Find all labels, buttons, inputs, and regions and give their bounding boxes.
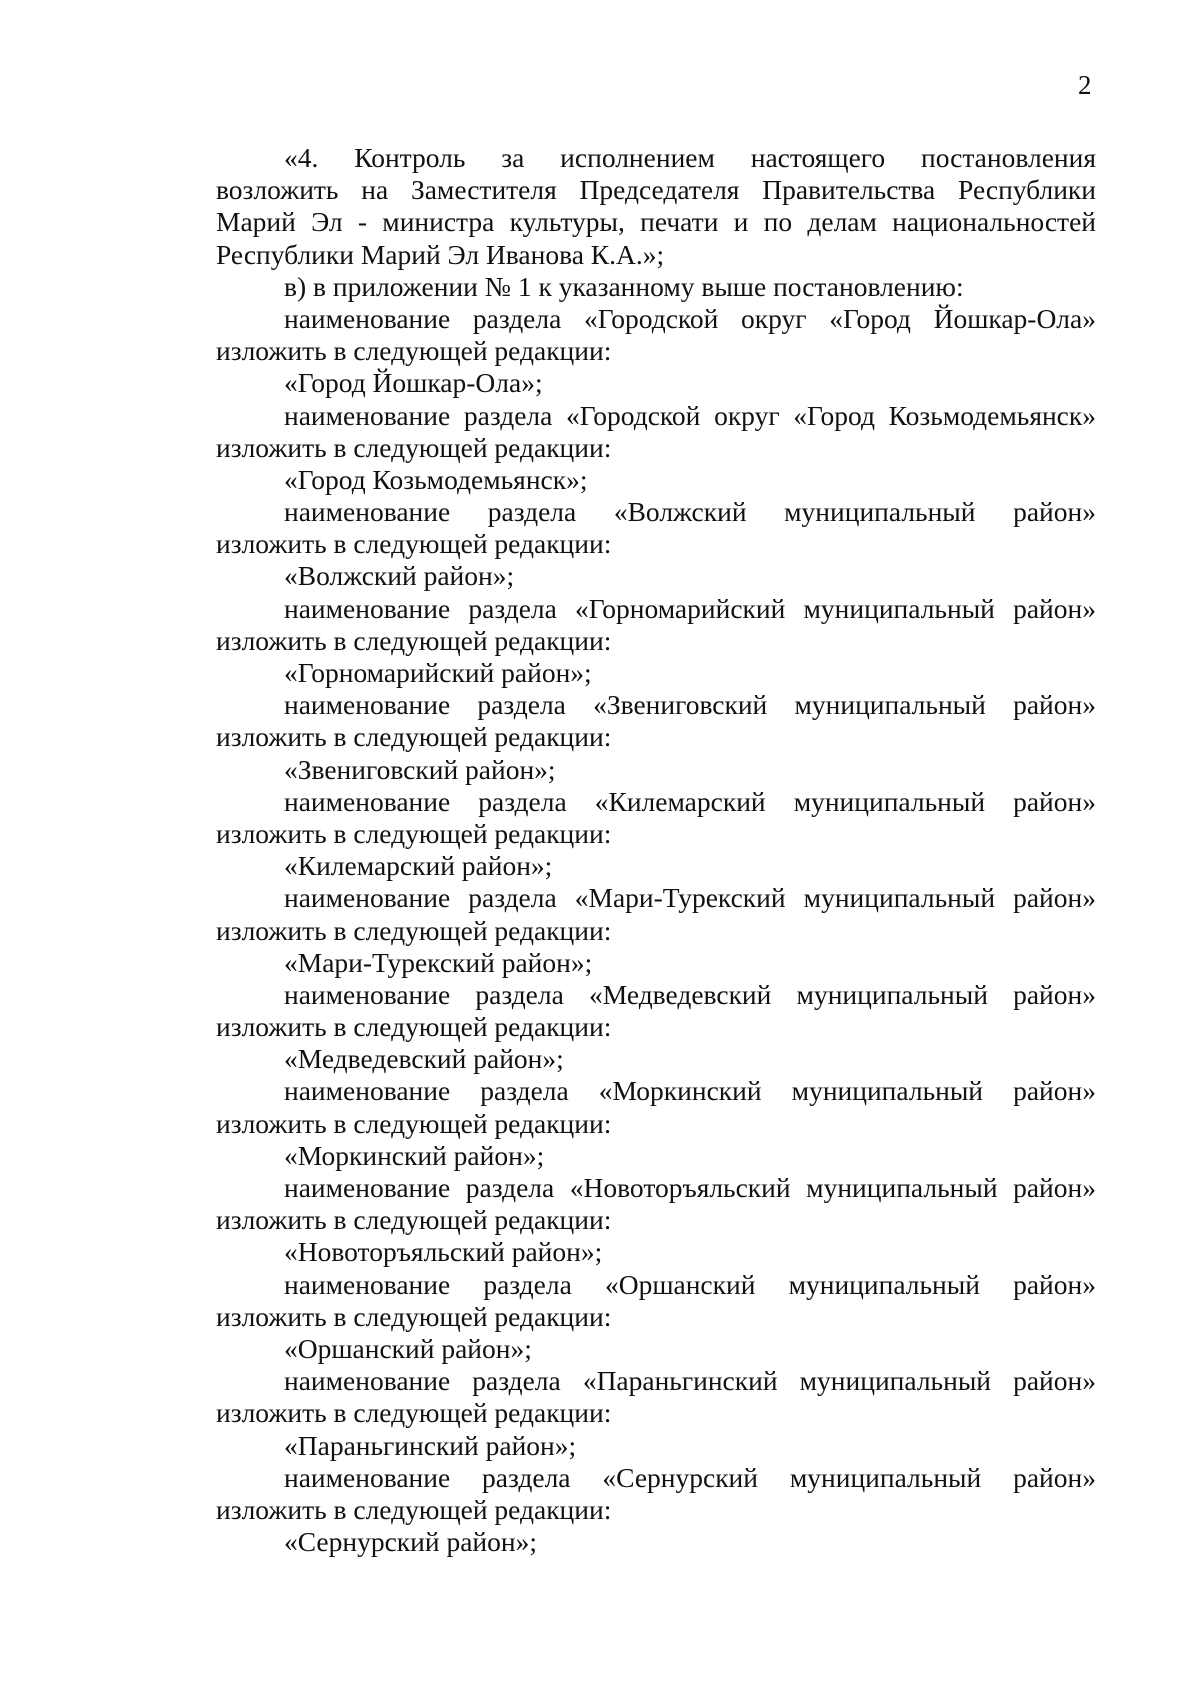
amendment-new-name: «Звениговский район»; <box>284 753 556 785</box>
page-number: 2 <box>1078 70 1092 100</box>
amendment-intro: наименование раздела «Новоторъяльский муниципальный район» <box>284 1172 1096 1203</box>
amendment-new-name: «Горномарийский район»; <box>284 657 592 688</box>
clause-v: в) в приложении № 1 к указанному выше постановлению: <box>284 270 964 302</box>
amendment-new-name: «Новоторъяльский район»; <box>284 1236 603 1268</box>
amendment-intro: наименование раздела «Медведевский муниципальный район» <box>284 978 1096 1010</box>
amendment-new-name: «Сернурский район»; <box>284 1526 538 1558</box>
amendment-new-name: «Город Йошкар-Ола»; <box>284 367 543 399</box>
amendment-tail: изложить в следующей редакции: <box>216 335 612 367</box>
amendment-tail: изложить в следующей редакции: <box>216 1493 612 1525</box>
amendment-intro: наименование раздела «Волжский муниципальный район» <box>284 496 1096 528</box>
paragraph-1-line-3: Марий Эл - министра культуры, печати и по делам национальностей <box>216 206 1096 238</box>
amendment-tail: изложить в следующей редакции: <box>216 1300 612 1332</box>
amendment-tail: изложить в следующей редакции: <box>216 817 612 849</box>
amendment-intro: наименование раздела «Звениговский муниципальный район» <box>284 689 1096 721</box>
amendment-intro: наименование раздела «Городской округ «Город Козьмодемьянск» <box>284 399 1096 431</box>
document-body <box>216 142 1096 1558</box>
amendment-tail: изложить в следующей редакции: <box>216 624 612 656</box>
amendment-tail: изложить в следующей редакции: <box>216 1011 612 1043</box>
amendment-intro: наименование раздела «Сернурский муниципальный район» <box>284 1461 1096 1493</box>
amendment-tail: изложить в следующей редакции: <box>216 1204 612 1236</box>
amendment-intro: наименование раздела «Килемарский муниципальный район» <box>284 785 1096 817</box>
amendment-new-name: «Моркинский район»; <box>284 1139 545 1171</box>
amendment-new-name: «Оршанский район»; <box>284 1332 532 1364</box>
amendment-tail: изложить в следующей редакции: <box>216 431 612 463</box>
amendment-tail: изложить в следующей редакции: <box>216 1397 612 1429</box>
amendment-intro: наименование раздела «Горномарийский муниципальный район» <box>284 592 1096 624</box>
amendment-new-name: «Город Козьмодемьянск»; <box>284 463 588 495</box>
amendment-intro: наименование раздела «Городской округ «Город Йошкар-Ола» <box>284 302 1096 334</box>
paragraph-1-line-1: «4. Контроль за исполнением настоящего постановления <box>284 142 1096 173</box>
amendment-intro: наименование раздела «Параньгинский муниципальный район» <box>284 1365 1096 1397</box>
amendment-new-name: «Медведевский район»; <box>284 1043 564 1075</box>
amendment-tail: изложить в следующей редакции: <box>216 528 612 560</box>
amendment-tail: изложить в следующей редакции: <box>216 914 612 946</box>
amendment-intro: наименование раздела «Моркинский муниципальный район» <box>284 1075 1096 1107</box>
amendment-intro: наименование раздела «Оршанский муниципальный район» <box>284 1268 1096 1300</box>
amendment-new-name: «Параньгинский район»; <box>284 1429 577 1461</box>
amendment-new-name: «Килемарский район»; <box>284 850 553 882</box>
paragraph-1-line-2: возложить на Заместителя Председателя Правительства Республики <box>216 174 1096 206</box>
amendment-intro: наименование раздела «Мари-Турекский муниципальный район» <box>284 882 1096 914</box>
amendment-new-name: «Мари-Турекский район»; <box>284 946 593 978</box>
amendment-tail: изложить в следующей редакции: <box>216 1107 612 1139</box>
paragraph-1-line-4: Республики Марий Эл Иванова К.А.»; <box>216 238 665 270</box>
amendment-tail: изложить в следующей редакции: <box>216 721 612 753</box>
amendment-new-name: «Волжский район»; <box>284 560 515 592</box>
